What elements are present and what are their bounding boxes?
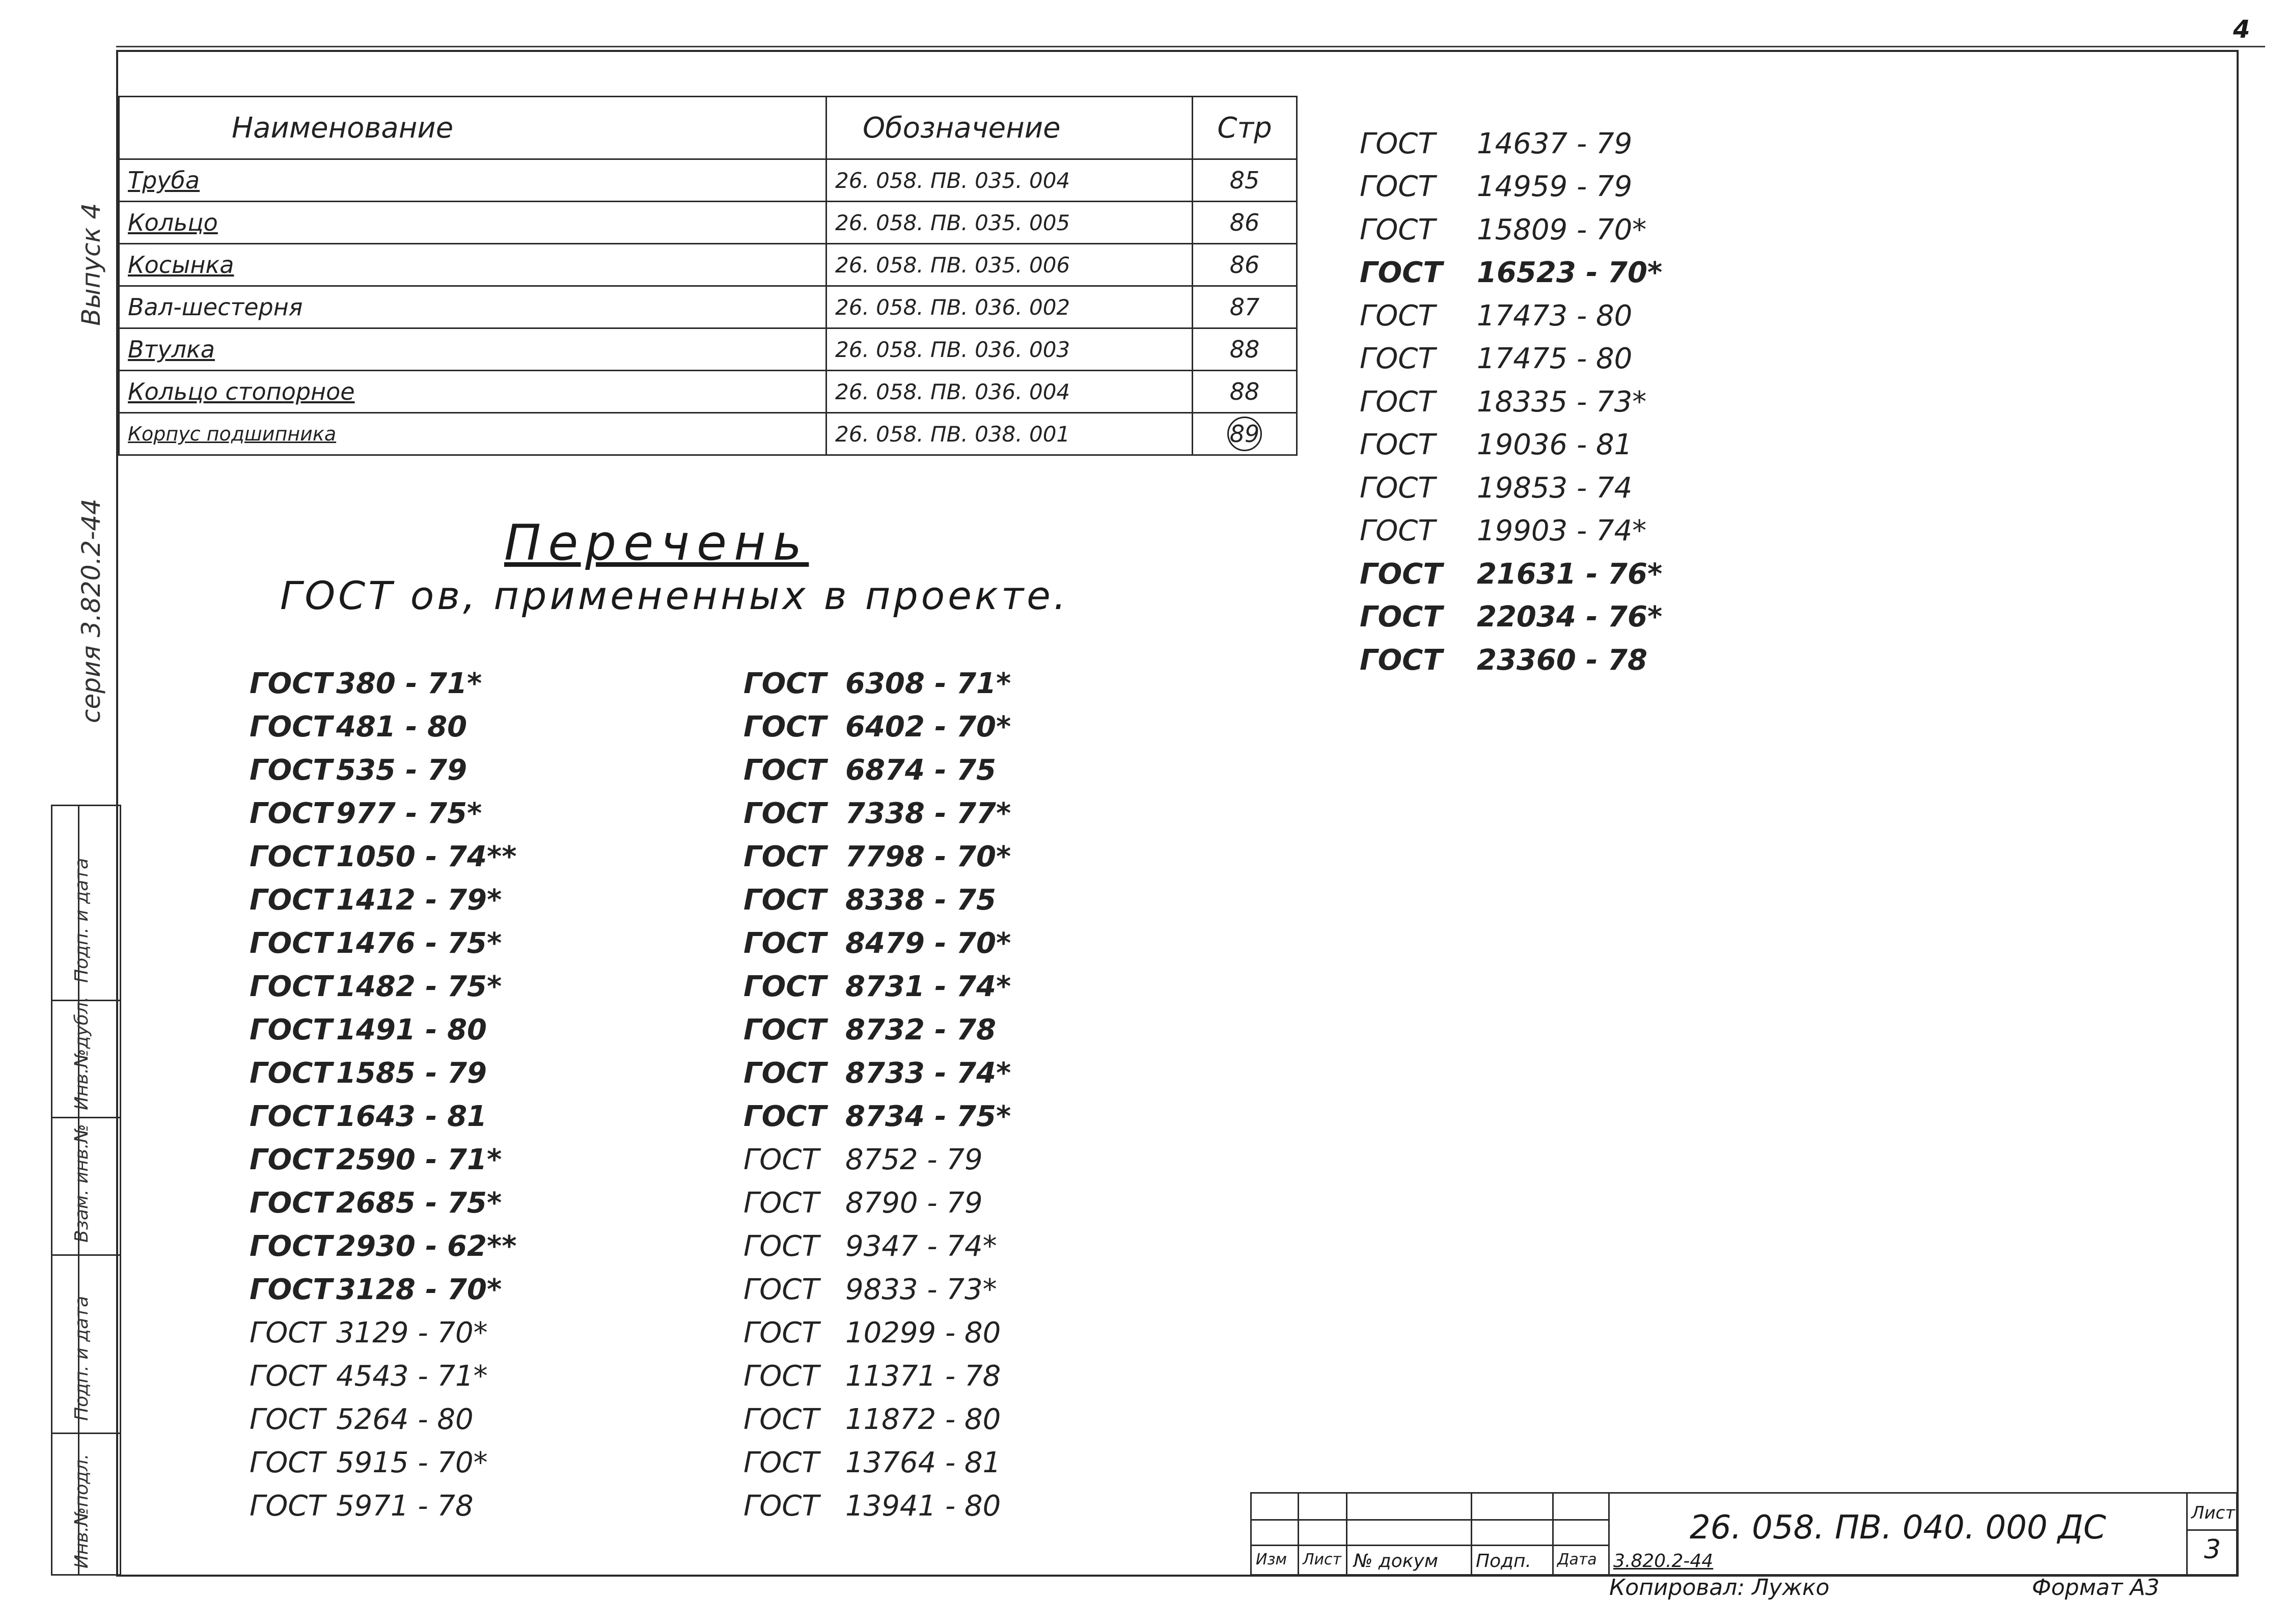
gost-number: 3128 - 70* (336, 1273, 502, 1306)
header-page: Стр (1193, 97, 1297, 159)
gost-prefix: ГОСТ (743, 710, 827, 744)
list-item (743, 1398, 1011, 1441)
part-page: 86 (1193, 202, 1297, 244)
list-item (250, 749, 517, 792)
gost-number: 8733 - 74* (845, 1057, 1011, 1090)
list-item (1360, 252, 1662, 295)
gost-number: 380 - 71* (336, 667, 482, 700)
gost-prefix: ГОСТ (743, 1490, 819, 1523)
gost-prefix: ГОСТ (743, 1273, 819, 1306)
gost-prefix: ГОСТ (250, 1143, 333, 1176)
table-row (119, 159, 1297, 202)
list-item (250, 1008, 517, 1052)
part-code: 26. 058. ПВ. 035. 004 (827, 159, 1193, 202)
list-item (743, 1181, 1011, 1225)
list-item (743, 1268, 1011, 1311)
list-item (250, 1138, 517, 1181)
gost-prefix: ГОСТ (1360, 299, 1436, 333)
gost-number: 11371 - 78 (845, 1360, 1001, 1393)
gost-number: 1585 - 79 (336, 1057, 487, 1090)
gost-number: 8731 - 74* (845, 970, 1011, 1003)
gost-prefix: ГОСТ (250, 1057, 333, 1090)
list-item (250, 1052, 517, 1095)
gost-number: 8732 - 78 (845, 1013, 997, 1047)
gost-number: 13941 - 80 (845, 1490, 1001, 1523)
sheet-number: 3 (2204, 1534, 2221, 1565)
gost-number: 8752 - 79 (845, 1143, 983, 1176)
doc-number: 26. 058. ПВ. 040. 000 ДС (1690, 1509, 2106, 1547)
gost-number: 5264 - 80 (336, 1403, 474, 1436)
gost-prefix: ГОСТ (1360, 428, 1436, 462)
gost-number: 19903 - 74* (1477, 514, 1647, 548)
list-item (250, 878, 517, 922)
list-item (250, 1225, 517, 1268)
gost-list-column-1 (250, 662, 517, 1528)
gost-number: 5971 - 78 (336, 1490, 474, 1523)
gost-prefix: ГОСТ (250, 1187, 333, 1220)
list-item (743, 965, 1011, 1008)
gost-prefix: ГОСТ (250, 710, 333, 744)
list-item (250, 662, 517, 705)
gost-number: 19853 - 74 (1477, 471, 1633, 505)
list-item (743, 662, 1011, 705)
list-item (1360, 510, 1662, 553)
list-item (250, 835, 517, 878)
list-item (1360, 294, 1662, 338)
gost-number: 19036 - 81 (1477, 428, 1633, 462)
copied-by: Копировал: Лужко (1609, 1575, 1830, 1601)
gost-number: 6402 - 70* (845, 710, 1011, 744)
list-item (743, 1355, 1011, 1398)
part-page: 88 (1193, 371, 1297, 413)
gost-number: 22034 - 76* (1477, 600, 1663, 634)
gost-prefix: ГОСТ (1360, 256, 1443, 290)
gost-number: 8734 - 75* (845, 1100, 1011, 1133)
gost-prefix: ГОСТ (743, 1143, 819, 1176)
gost-number: 1050 - 74** (336, 840, 517, 873)
tb-col-line (1608, 1494, 1610, 1574)
gost-prefix: ГОСТ (1360, 170, 1436, 204)
part-code: 26. 058. ПВ. 036. 003 (827, 328, 1193, 371)
gost-prefix: ГОСТ (1360, 643, 1443, 677)
gost-prefix: ГОСТ (743, 840, 827, 873)
list-item (743, 878, 1011, 922)
part-name: Корпус подшипника (119, 413, 827, 455)
gost-prefix: ГОСТ (250, 884, 333, 917)
sheet-label: Лист (2191, 1503, 2236, 1523)
list-item (743, 835, 1011, 878)
table-row (119, 244, 1297, 286)
frame-top-rule (116, 46, 2265, 47)
part-page: 88 (1193, 328, 1297, 371)
list-item (250, 1398, 517, 1441)
list-item (743, 1225, 1011, 1268)
parts-table (118, 96, 1298, 456)
gost-prefix: ГОСТ (250, 754, 333, 787)
list-item (250, 1268, 517, 1311)
table-row (119, 328, 1297, 371)
gost-number: 6874 - 75 (845, 754, 997, 787)
gost-prefix: ГОСТ (250, 1360, 325, 1393)
gost-prefix: ГОСТ (250, 1013, 333, 1047)
list-item (743, 1441, 1011, 1484)
stamp-label-replace-inv: Взам. инв.№ (71, 1124, 92, 1243)
gost-number: 7798 - 70* (845, 840, 1011, 873)
part-name: Труба (119, 159, 827, 202)
list-item (743, 1095, 1011, 1138)
header-code: Обозначение (827, 97, 1193, 159)
list-item (1360, 424, 1662, 467)
gost-number: 16523 - 70* (1477, 256, 1663, 290)
part-name: Кольцо (119, 202, 827, 244)
gost-prefix: ГОСТ (250, 1273, 333, 1306)
stamp-label-dup-inv: Инв.№дубл. (71, 996, 92, 1110)
doc-series: 3.820.2-44 (1613, 1551, 1714, 1572)
part-page: 87 (1193, 286, 1297, 328)
gost-prefix: ГОСТ (250, 667, 333, 700)
gost-prefix: ГОСТ (250, 797, 333, 830)
gost-prefix: ГОСТ (743, 927, 827, 960)
stamp-divider (52, 1117, 120, 1118)
gost-number: 13764 - 81 (845, 1446, 1001, 1479)
list-item (743, 749, 1011, 792)
tb-col-line (1552, 1494, 1554, 1574)
gost-number: 977 - 75* (336, 797, 482, 830)
gost-list-column-3 (1360, 122, 1662, 682)
stamp-label-sign-date-2: Подп. и дата (71, 1296, 92, 1421)
gost-number: 5915 - 70* (336, 1446, 488, 1479)
gost-prefix: ГОСТ (743, 667, 827, 700)
gost-prefix: ГОСТ (250, 840, 333, 873)
list-item (743, 922, 1011, 965)
gost-prefix: ГОСТ (1360, 471, 1436, 505)
list-item (250, 922, 517, 965)
stamp-divider (52, 1254, 120, 1256)
gost-prefix: ГОСТ (1360, 600, 1443, 634)
tb-label-signature: Подп. (1476, 1551, 1531, 1572)
format-label: Формат А3 (2032, 1575, 2160, 1601)
stamp-label-sign-date-1: Подп. и дата (71, 858, 92, 983)
tb-label-date: Дата (1557, 1551, 1597, 1568)
table-row (119, 413, 1297, 455)
list-item (1360, 466, 1662, 510)
list-item (250, 1181, 517, 1225)
list-item (1360, 338, 1662, 381)
gost-number: 11872 - 80 (845, 1403, 1001, 1436)
tb-row-line (1252, 1519, 1608, 1521)
series-label: серия 3.820.2-44 (76, 499, 106, 723)
tb-label-sheet: Лист (1303, 1551, 1342, 1568)
gost-prefix: ГОСТ (250, 970, 333, 1003)
gost-number: 21631 - 76* (1477, 557, 1663, 591)
gost-prefix: ГОСТ (743, 1446, 819, 1479)
gost-number: 2590 - 71* (336, 1143, 502, 1176)
list-item (250, 965, 517, 1008)
gost-prefix: ГОСТ (743, 1403, 819, 1436)
tb-col-line (1298, 1494, 1299, 1574)
list-item (1360, 380, 1662, 424)
part-page: 85 (1193, 159, 1297, 202)
gost-prefix: ГОСТ (1360, 514, 1436, 548)
gost-prefix: ГОСТ (1360, 385, 1436, 419)
gost-number: 481 - 80 (336, 710, 467, 744)
gost-number: 8479 - 70* (845, 927, 1011, 960)
gost-number: 2930 - 62** (336, 1230, 517, 1263)
list-item (250, 705, 517, 749)
list-item (1360, 553, 1662, 596)
issue-label: Выпуск 4 (76, 203, 106, 326)
tb-row-line (2186, 1529, 2236, 1531)
list-item (743, 1008, 1011, 1052)
gost-list-column-2 (743, 662, 1011, 1528)
gost-number: 1412 - 79* (336, 884, 502, 917)
list-item (250, 1311, 517, 1355)
gost-number: 17475 - 80 (1477, 342, 1633, 376)
parts-table-header-row (119, 97, 1297, 159)
gost-prefix: ГОСТ (743, 1316, 819, 1350)
gost-prefix: ГОСТ (1360, 557, 1443, 591)
gost-prefix: ГОСТ (250, 1446, 325, 1479)
gost-prefix: ГОСТ (1360, 213, 1436, 246)
gost-prefix: ГОСТ (743, 1187, 819, 1220)
tb-col-line (1471, 1494, 1472, 1574)
part-code: 26. 058. ПВ. 036. 004 (827, 371, 1193, 413)
list-item (743, 1138, 1011, 1181)
part-code: 26. 058. ПВ. 036. 002 (827, 286, 1193, 328)
gost-prefix: ГОСТ (743, 884, 827, 917)
gost-number: 1482 - 75* (336, 970, 502, 1003)
part-name: Кольцо стопорное (119, 371, 827, 413)
gost-number: 8790 - 79 (845, 1187, 983, 1220)
part-code: 26. 058. ПВ. 035. 005 (827, 202, 1193, 244)
gost-number: 23360 - 78 (1477, 643, 1647, 677)
table-row (119, 286, 1297, 328)
gost-prefix: ГОСТ (250, 1100, 333, 1133)
gost-prefix: ГОСТ (743, 1360, 819, 1393)
gost-prefix: ГОСТ (250, 1316, 325, 1350)
gost-number: 535 - 79 (336, 754, 467, 787)
gost-number: 9347 - 74* (845, 1230, 997, 1263)
part-page: 86 (1193, 244, 1297, 286)
list-item (250, 1484, 517, 1528)
sheet-corner-number: 4 (2233, 15, 2250, 44)
tb-col-line (1346, 1494, 1347, 1574)
part-code: 26. 058. ПВ. 035. 006 (827, 244, 1193, 286)
list-item (743, 1311, 1011, 1355)
gost-prefix: ГОСТ (743, 1100, 827, 1133)
list-item (1360, 639, 1662, 682)
part-name: Втулка (119, 328, 827, 371)
gost-number: 10299 - 80 (845, 1316, 1001, 1350)
list-item (1360, 596, 1662, 639)
gost-prefix: ГОСТ (743, 1057, 827, 1090)
list-item (250, 1441, 517, 1484)
stamp-divider (52, 1433, 120, 1434)
table-row (119, 202, 1297, 244)
tb-col-line (2186, 1494, 2188, 1574)
gost-prefix: ГОСТ (743, 1013, 827, 1047)
gost-number: 18335 - 73* (1477, 385, 1647, 419)
gost-number: 14637 - 79 (1477, 127, 1633, 160)
gost-prefix: ГОСТ (250, 1490, 325, 1523)
list-title: Перечень (504, 514, 809, 571)
gost-number: 7338 - 77* (845, 797, 1011, 830)
list-item (743, 705, 1011, 749)
gost-number: 4543 - 71* (336, 1360, 488, 1393)
gost-prefix: ГОСТ (1360, 127, 1436, 160)
gost-number: 3129 - 70* (336, 1316, 488, 1350)
part-page-circled: 89 (1227, 417, 1262, 451)
gost-number: 14959 - 79 (1477, 170, 1633, 204)
gost-prefix: ГОСТ (743, 970, 827, 1003)
list-item (250, 792, 517, 835)
gost-prefix: ГОСТ (250, 927, 333, 960)
list-item (743, 1052, 1011, 1095)
list-item (250, 1355, 517, 1398)
list-item (743, 792, 1011, 835)
gost-number: 2685 - 75* (336, 1187, 502, 1220)
list-item (1360, 122, 1662, 166)
tb-label-change: Изм (1256, 1551, 1287, 1568)
part-code: 26. 058. ПВ. 038. 001 (827, 413, 1193, 455)
header-name: Наименование (119, 97, 827, 159)
gost-prefix: ГОСТ (743, 797, 827, 830)
part-name: Вал-шестерня (119, 286, 827, 328)
gost-number: 1491 - 80 (336, 1013, 487, 1047)
list-item (250, 1095, 517, 1138)
gost-prefix: ГОСТ (743, 1230, 819, 1263)
gost-number: 17473 - 80 (1477, 299, 1633, 333)
list-item (1360, 208, 1662, 252)
gost-number: 6308 - 71* (845, 667, 1011, 700)
gost-number: 8338 - 75 (845, 884, 997, 917)
gost-prefix: ГОСТ (1360, 342, 1436, 376)
gost-number: 15809 - 70* (1477, 213, 1647, 246)
part-name: Косынка (119, 244, 827, 286)
list-item (743, 1484, 1011, 1528)
stamp-label-orig-inv: Инв.№подл. (71, 1453, 92, 1568)
gost-prefix: ГОСТ (743, 754, 827, 787)
tb-row-line (1252, 1545, 1608, 1546)
list-item (1360, 166, 1662, 209)
gost-number: 1643 - 81 (336, 1100, 487, 1133)
gost-number: 9833 - 73* (845, 1273, 997, 1306)
tb-label-doc-no: № докум (1354, 1551, 1439, 1572)
gost-prefix: ГОСТ (250, 1403, 325, 1436)
list-subtitle: ГОСТ ов, примененных в проекте. (280, 573, 1069, 618)
table-row (119, 371, 1297, 413)
gost-prefix: ГОСТ (250, 1230, 333, 1263)
title-block (1250, 1492, 2238, 1576)
gost-number: 1476 - 75* (336, 927, 502, 960)
